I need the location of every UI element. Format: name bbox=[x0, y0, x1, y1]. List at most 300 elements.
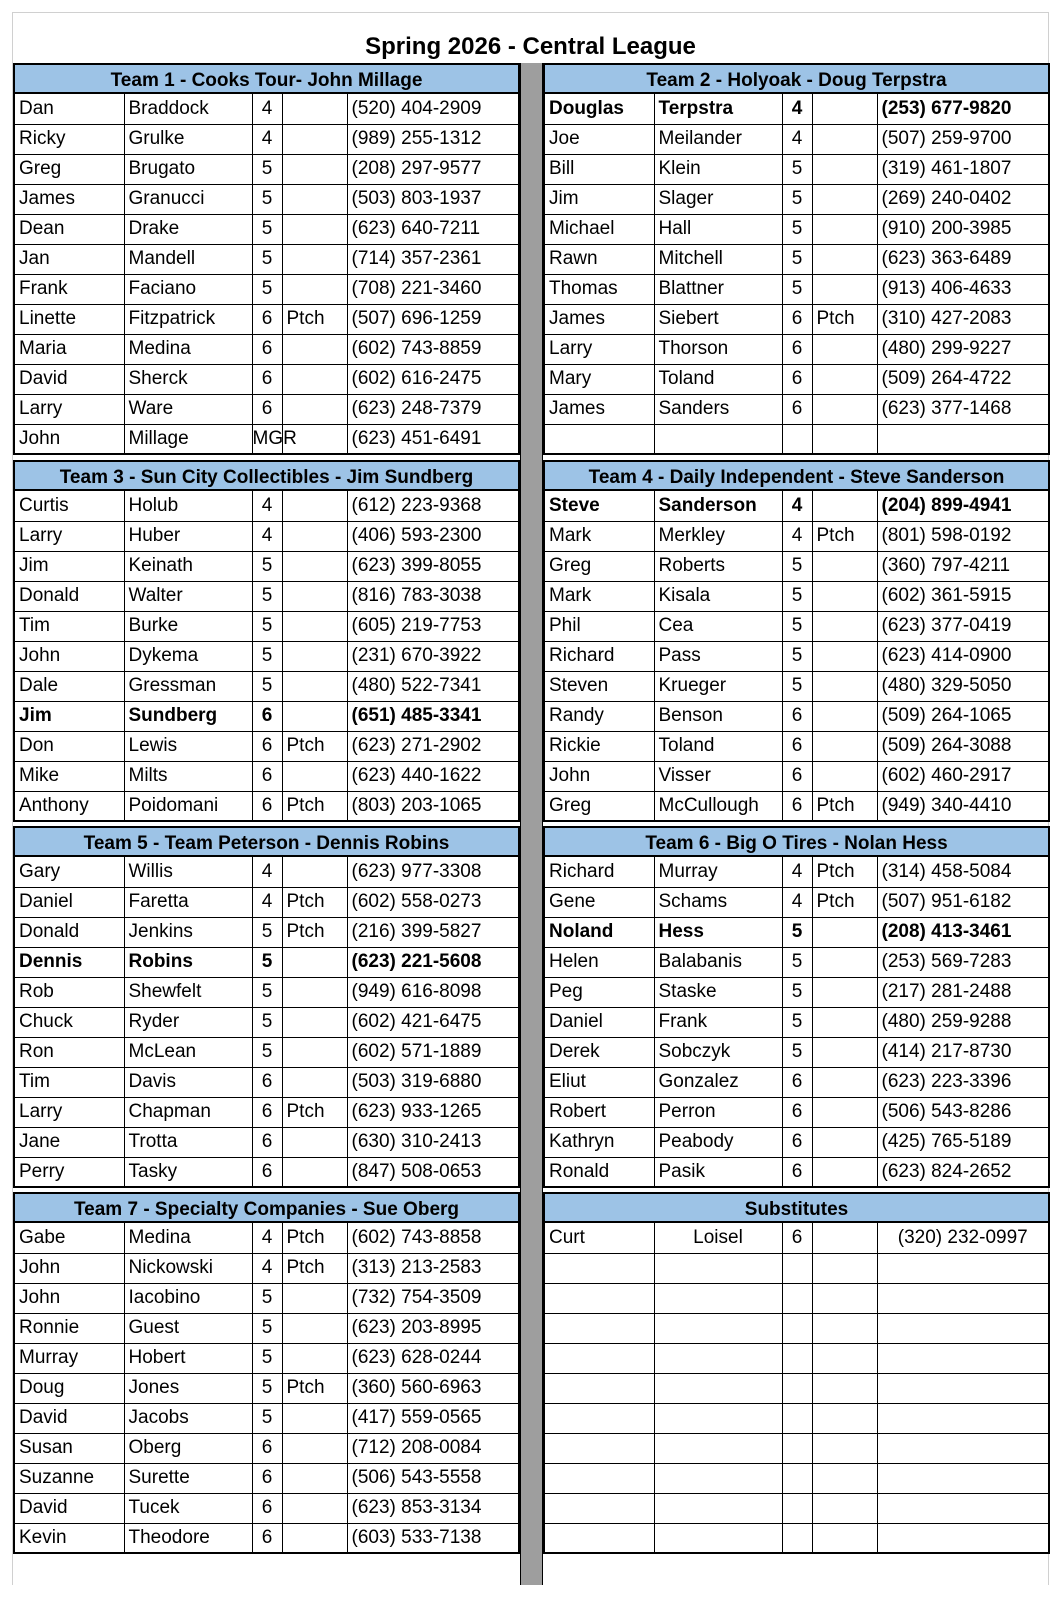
player-first-cell: Chuck bbox=[15, 1007, 124, 1037]
table-row bbox=[545, 1343, 1048, 1373]
player-level-cell: 5 bbox=[782, 641, 812, 671]
team-6-header: Team 6 - Big O Tires - Nolan Hess bbox=[545, 826, 1048, 857]
player-first-cell: Susan bbox=[15, 1433, 124, 1463]
player-first-cell: Don bbox=[15, 731, 124, 761]
player-first-cell bbox=[545, 424, 654, 454]
player-level-cell: 5 bbox=[782, 611, 812, 641]
player-phone-cell: (623) 377-1468 bbox=[877, 394, 1048, 424]
player-note-cell bbox=[812, 424, 877, 454]
player-first-cell: Phil bbox=[545, 611, 654, 641]
table-row bbox=[15, 1343, 518, 1373]
player-last-cell: Sundberg bbox=[124, 701, 252, 731]
player-last-cell: McLean bbox=[124, 1037, 252, 1067]
player-level-cell: 5 bbox=[782, 214, 812, 244]
player-first-cell: Peg bbox=[545, 977, 654, 1007]
player-phone-cell bbox=[877, 1253, 1048, 1283]
player-last-cell: Cea bbox=[654, 611, 782, 641]
player-note-cell: Ptch bbox=[282, 887, 347, 917]
player-first-cell: Ron bbox=[15, 1037, 124, 1067]
player-last-cell: Hess bbox=[654, 917, 782, 947]
player-phone-cell: (623) 399-8055 bbox=[347, 551, 518, 581]
team-7-header: Team 7 - Specialty Companies - Sue Oberg bbox=[15, 1192, 518, 1223]
player-note-cell: Ptch bbox=[282, 917, 347, 947]
player-last-cell: Walter bbox=[124, 581, 252, 611]
player-level-cell: 6 bbox=[782, 761, 812, 791]
player-note-cell bbox=[282, 1157, 347, 1187]
table-row bbox=[15, 1373, 518, 1403]
player-first-cell: Daniel bbox=[545, 1007, 654, 1037]
player-phone-cell: (507) 259-9700 bbox=[877, 124, 1048, 154]
player-first-cell: Ronald bbox=[545, 1157, 654, 1187]
table-row bbox=[15, 364, 518, 394]
player-phone-cell: (602) 421-6475 bbox=[347, 1007, 518, 1037]
table-row bbox=[15, 274, 518, 304]
table-row bbox=[545, 1223, 1048, 1253]
player-level-cell: 4 bbox=[252, 1223, 282, 1253]
table-row bbox=[545, 1493, 1048, 1523]
table-row bbox=[15, 857, 518, 887]
table-row bbox=[545, 791, 1048, 821]
table-row bbox=[15, 1127, 518, 1157]
player-last-cell: Gonzalez bbox=[654, 1067, 782, 1097]
player-last-cell: Kisala bbox=[654, 581, 782, 611]
player-note-cell bbox=[812, 274, 877, 304]
player-last-cell: Davis bbox=[124, 1067, 252, 1097]
player-note-cell bbox=[812, 1253, 877, 1283]
player-last-cell: Gressman bbox=[124, 671, 252, 701]
player-note-cell bbox=[282, 1343, 347, 1373]
player-phone-cell: (509) 264-1065 bbox=[877, 701, 1048, 731]
player-level-cell: 5 bbox=[782, 947, 812, 977]
player-note-cell bbox=[812, 701, 877, 731]
player-phone-cell: (712) 208-0084 bbox=[347, 1433, 518, 1463]
table-row bbox=[545, 1403, 1048, 1433]
player-first-cell: Jim bbox=[15, 551, 124, 581]
table-row bbox=[15, 154, 518, 184]
player-note-cell bbox=[282, 124, 347, 154]
player-first-cell bbox=[545, 1283, 654, 1313]
player-last-cell: Surette bbox=[124, 1463, 252, 1493]
player-last-cell: Theodore bbox=[124, 1523, 252, 1553]
player-level-cell bbox=[782, 1283, 812, 1313]
player-last-cell: Iacobino bbox=[124, 1283, 252, 1313]
player-phone-cell: (623) 628-0244 bbox=[347, 1343, 518, 1373]
player-level-cell: 5 bbox=[252, 947, 282, 977]
player-level-cell: 5 bbox=[252, 1373, 282, 1403]
table-row bbox=[545, 641, 1048, 671]
player-level-cell: 5 bbox=[252, 1313, 282, 1343]
player-level-cell: MGR bbox=[252, 424, 282, 454]
player-note-cell bbox=[282, 184, 347, 214]
player-last-cell: Staske bbox=[654, 977, 782, 1007]
table-row bbox=[15, 761, 518, 791]
player-note-cell bbox=[812, 1433, 877, 1463]
player-phone-cell: (509) 264-4722 bbox=[877, 364, 1048, 394]
player-level-cell: 6 bbox=[782, 1067, 812, 1097]
player-last-cell: Medina bbox=[124, 334, 252, 364]
player-level-cell: 5 bbox=[252, 581, 282, 611]
player-note-cell: Ptch bbox=[282, 1097, 347, 1127]
player-note-cell bbox=[812, 244, 877, 274]
player-phone-cell: (612) 223-9368 bbox=[347, 491, 518, 521]
player-note-cell bbox=[282, 761, 347, 791]
player-level-cell bbox=[782, 1253, 812, 1283]
table-row bbox=[15, 394, 518, 424]
table-row bbox=[15, 1523, 518, 1553]
player-phone-cell: (480) 259-9288 bbox=[877, 1007, 1048, 1037]
player-phone-cell bbox=[877, 1463, 1048, 1493]
player-last-cell: Keinath bbox=[124, 551, 252, 581]
table-row bbox=[15, 1313, 518, 1343]
player-last-cell: Jenkins bbox=[124, 917, 252, 947]
player-first-cell: Douglas bbox=[545, 94, 654, 124]
player-level-cell: 4 bbox=[782, 124, 812, 154]
player-last-cell: Willis bbox=[124, 857, 252, 887]
player-first-cell: Daniel bbox=[15, 887, 124, 917]
table-row bbox=[15, 1283, 518, 1313]
player-last-cell: Slager bbox=[654, 184, 782, 214]
player-note-cell bbox=[812, 214, 877, 244]
player-first-cell bbox=[545, 1343, 654, 1373]
table-row bbox=[545, 611, 1048, 641]
player-first-cell: Bill bbox=[545, 154, 654, 184]
player-last-cell: Medina bbox=[124, 1223, 252, 1253]
table-row bbox=[15, 244, 518, 274]
player-phone-cell bbox=[877, 1523, 1048, 1553]
player-first-cell: Linette bbox=[15, 304, 124, 334]
player-first-cell bbox=[545, 1463, 654, 1493]
player-last-cell: Perron bbox=[654, 1097, 782, 1127]
player-first-cell: Curt bbox=[545, 1223, 654, 1253]
player-phone-cell bbox=[877, 1493, 1048, 1523]
player-phone-cell: (910) 200-3985 bbox=[877, 214, 1048, 244]
player-phone-cell: (623) 853-3134 bbox=[347, 1493, 518, 1523]
player-note-cell bbox=[812, 917, 877, 947]
player-level-cell: 6 bbox=[252, 1067, 282, 1097]
player-first-cell: Jane bbox=[15, 1127, 124, 1157]
player-last-cell: Schams bbox=[654, 887, 782, 917]
player-level-cell: 5 bbox=[252, 671, 282, 701]
player-first-cell: Jim bbox=[545, 184, 654, 214]
table-row bbox=[15, 124, 518, 154]
player-first-cell bbox=[545, 1373, 654, 1403]
player-phone-cell: (989) 255-1312 bbox=[347, 124, 518, 154]
table-row bbox=[545, 394, 1048, 424]
player-phone-cell: (623) 824-2652 bbox=[877, 1157, 1048, 1187]
player-note-cell bbox=[812, 1403, 877, 1433]
player-first-cell: Helen bbox=[545, 947, 654, 977]
player-note-cell bbox=[282, 154, 347, 184]
player-note-cell bbox=[282, 611, 347, 641]
player-last-cell bbox=[654, 424, 782, 454]
table-row bbox=[15, 1037, 518, 1067]
player-last-cell bbox=[654, 1463, 782, 1493]
player-level-cell: 6 bbox=[252, 1433, 282, 1463]
player-last-cell: Benson bbox=[654, 701, 782, 731]
player-level-cell: 6 bbox=[782, 1223, 812, 1253]
player-first-cell: Larry bbox=[15, 521, 124, 551]
player-last-cell: Huber bbox=[124, 521, 252, 551]
player-last-cell: Braddock bbox=[124, 94, 252, 124]
player-first-cell: Suzanne bbox=[15, 1463, 124, 1493]
table-row bbox=[545, 334, 1048, 364]
player-level-cell: 4 bbox=[252, 94, 282, 124]
player-phone-cell: (509) 264-3088 bbox=[877, 731, 1048, 761]
player-note-cell bbox=[282, 671, 347, 701]
player-phone-cell: (520) 404-2909 bbox=[347, 94, 518, 124]
player-phone-cell: (414) 217-8730 bbox=[877, 1037, 1048, 1067]
player-first-cell: David bbox=[15, 364, 124, 394]
player-phone-cell bbox=[877, 1403, 1048, 1433]
table-row bbox=[545, 1313, 1048, 1343]
player-last-cell: Balabanis bbox=[654, 947, 782, 977]
player-level-cell: 5 bbox=[252, 184, 282, 214]
player-first-cell: Donald bbox=[15, 581, 124, 611]
player-last-cell: Toland bbox=[654, 364, 782, 394]
player-first-cell: Kathryn bbox=[545, 1127, 654, 1157]
player-note-cell bbox=[812, 1157, 877, 1187]
team-1-roster-table bbox=[15, 94, 518, 455]
player-phone-cell: (406) 593-2300 bbox=[347, 521, 518, 551]
player-last-cell: Klein bbox=[654, 154, 782, 184]
table-row bbox=[15, 1097, 518, 1127]
player-level-cell: 6 bbox=[782, 701, 812, 731]
player-note-cell: Ptch bbox=[812, 521, 877, 551]
player-note-cell bbox=[812, 1097, 877, 1127]
player-note-cell bbox=[282, 551, 347, 581]
table-row bbox=[15, 214, 518, 244]
player-first-cell: John bbox=[545, 761, 654, 791]
player-level-cell: 5 bbox=[782, 274, 812, 304]
player-phone-cell: (602) 743-8859 bbox=[347, 334, 518, 364]
player-first-cell: Dennis bbox=[15, 947, 124, 977]
player-first-cell: Mike bbox=[15, 761, 124, 791]
table-row bbox=[545, 304, 1048, 334]
player-note-cell bbox=[812, 94, 877, 124]
table-row bbox=[545, 521, 1048, 551]
player-level-cell: 6 bbox=[782, 394, 812, 424]
player-last-cell: Faciano bbox=[124, 274, 252, 304]
team-5-header: Team 5 - Team Peterson - Dennis Robins bbox=[15, 826, 518, 857]
table-row bbox=[15, 887, 518, 917]
player-first-cell: Donald bbox=[15, 917, 124, 947]
team-5-section bbox=[13, 826, 520, 1188]
player-level-cell bbox=[782, 1373, 812, 1403]
table-row bbox=[15, 1403, 518, 1433]
player-first-cell: Thomas bbox=[545, 274, 654, 304]
table-row bbox=[545, 1157, 1048, 1187]
player-phone-cell: (603) 533-7138 bbox=[347, 1523, 518, 1553]
player-last-cell: McCullough bbox=[654, 791, 782, 821]
player-last-cell: Jones bbox=[124, 1373, 252, 1403]
player-last-cell: Ware bbox=[124, 394, 252, 424]
substitutes-roster-table bbox=[545, 1223, 1048, 1554]
player-level-cell: 5 bbox=[252, 551, 282, 581]
table-row bbox=[15, 917, 518, 947]
player-first-cell: Michael bbox=[545, 214, 654, 244]
player-level-cell: 5 bbox=[252, 274, 282, 304]
player-note-cell bbox=[812, 1463, 877, 1493]
table-row bbox=[545, 491, 1048, 521]
player-phone-cell: (630) 310-2413 bbox=[347, 1127, 518, 1157]
player-note-cell bbox=[282, 1493, 347, 1523]
table-row bbox=[15, 94, 518, 124]
player-last-cell: Meilander bbox=[654, 124, 782, 154]
player-phone-cell: (623) 223-3396 bbox=[877, 1067, 1048, 1097]
substitutes-header: Substitutes bbox=[545, 1192, 1048, 1223]
player-phone-cell: (714) 357-2361 bbox=[347, 244, 518, 274]
player-first-cell: David bbox=[15, 1403, 124, 1433]
table-row bbox=[15, 334, 518, 364]
player-note-cell: Ptch bbox=[812, 887, 877, 917]
player-phone-cell: (269) 240-0402 bbox=[877, 184, 1048, 214]
player-level-cell: 5 bbox=[252, 917, 282, 947]
player-level-cell: 6 bbox=[252, 761, 282, 791]
player-first-cell: Anthony bbox=[15, 791, 124, 821]
team-2-section bbox=[543, 63, 1050, 455]
player-last-cell: Tucek bbox=[124, 1493, 252, 1523]
player-level-cell: 6 bbox=[252, 364, 282, 394]
player-last-cell: Peabody bbox=[654, 1127, 782, 1157]
player-phone-cell: (253) 569-7283 bbox=[877, 947, 1048, 977]
player-first-cell bbox=[545, 1253, 654, 1283]
player-phone-cell: (623) 977-3308 bbox=[347, 857, 518, 887]
player-phone-cell: (360) 560-6963 bbox=[347, 1373, 518, 1403]
player-first-cell: Jan bbox=[15, 244, 124, 274]
player-phone-cell: (602) 616-2475 bbox=[347, 364, 518, 394]
player-note-cell bbox=[282, 701, 347, 731]
player-note-cell bbox=[282, 1283, 347, 1313]
player-first-cell bbox=[545, 1493, 654, 1523]
player-level-cell: 4 bbox=[782, 491, 812, 521]
table-row bbox=[545, 184, 1048, 214]
player-level-cell bbox=[782, 1493, 812, 1523]
player-phone-cell: (623) 363-6489 bbox=[877, 244, 1048, 274]
player-level-cell: 4 bbox=[782, 887, 812, 917]
table-row bbox=[545, 1433, 1048, 1463]
team-1-header: Team 1 - Cooks Tour- John Millage bbox=[15, 63, 518, 94]
column-divider bbox=[520, 63, 543, 1585]
player-note-cell bbox=[282, 214, 347, 244]
player-first-cell: Noland bbox=[545, 917, 654, 947]
player-first-cell: Dean bbox=[15, 214, 124, 244]
player-first-cell: Kevin bbox=[15, 1523, 124, 1553]
player-note-cell bbox=[812, 1223, 877, 1253]
player-first-cell bbox=[545, 1433, 654, 1463]
player-last-cell: Mandell bbox=[124, 244, 252, 274]
player-phone-cell: (623) 377-0419 bbox=[877, 611, 1048, 641]
player-phone-cell: (320) 232-0997 bbox=[877, 1223, 1048, 1253]
player-last-cell: Hall bbox=[654, 214, 782, 244]
player-first-cell: Frank bbox=[15, 274, 124, 304]
player-note-cell bbox=[282, 94, 347, 124]
player-last-cell: Dykema bbox=[124, 641, 252, 671]
player-level-cell: 5 bbox=[782, 551, 812, 581]
player-level-cell: 4 bbox=[782, 857, 812, 887]
player-first-cell: John bbox=[15, 641, 124, 671]
player-phone-cell: (801) 598-0192 bbox=[877, 521, 1048, 551]
table-row bbox=[15, 1223, 518, 1253]
player-level-cell: 4 bbox=[252, 887, 282, 917]
player-level-cell bbox=[782, 1343, 812, 1373]
player-level-cell: 6 bbox=[252, 1463, 282, 1493]
player-level-cell: 5 bbox=[782, 184, 812, 214]
player-first-cell: Tim bbox=[15, 1067, 124, 1097]
table-row bbox=[15, 791, 518, 821]
table-row bbox=[545, 1463, 1048, 1493]
player-note-cell bbox=[812, 551, 877, 581]
player-level-cell: 5 bbox=[782, 1037, 812, 1067]
player-level-cell: 6 bbox=[252, 791, 282, 821]
player-phone-cell: (231) 670-3922 bbox=[347, 641, 518, 671]
player-last-cell: Pasik bbox=[654, 1157, 782, 1187]
player-last-cell: Sanderson bbox=[654, 491, 782, 521]
player-phone-cell: (623) 221-5608 bbox=[347, 947, 518, 977]
player-note-cell bbox=[282, 1433, 347, 1463]
team-7-roster-table bbox=[15, 1223, 518, 1554]
table-row bbox=[15, 304, 518, 334]
player-note-cell bbox=[812, 154, 877, 184]
player-last-cell: Terpstra bbox=[654, 94, 782, 124]
player-level-cell: 6 bbox=[782, 1097, 812, 1127]
player-first-cell: Larry bbox=[15, 1097, 124, 1127]
player-phone-cell: (623) 933-1265 bbox=[347, 1097, 518, 1127]
player-note-cell bbox=[812, 491, 877, 521]
player-level-cell: 5 bbox=[252, 1403, 282, 1433]
table-row bbox=[15, 1433, 518, 1463]
player-phone-cell: (319) 461-1807 bbox=[877, 154, 1048, 184]
player-level-cell: 6 bbox=[252, 1493, 282, 1523]
player-level-cell: 6 bbox=[252, 1157, 282, 1187]
player-note-cell: Ptch bbox=[812, 791, 877, 821]
player-phone-cell: (506) 543-5558 bbox=[347, 1463, 518, 1493]
player-first-cell: Larry bbox=[545, 334, 654, 364]
table-row bbox=[15, 491, 518, 521]
player-level-cell: 5 bbox=[782, 671, 812, 701]
player-level-cell: 5 bbox=[782, 1007, 812, 1037]
table-row bbox=[545, 1037, 1048, 1067]
player-level-cell bbox=[782, 1523, 812, 1553]
player-phone-cell: (913) 406-4633 bbox=[877, 274, 1048, 304]
table-row bbox=[15, 424, 518, 454]
table-row bbox=[545, 214, 1048, 244]
player-note-cell bbox=[812, 1493, 877, 1523]
player-first-cell: Perry bbox=[15, 1157, 124, 1187]
player-phone-cell: (204) 899-4941 bbox=[877, 491, 1048, 521]
player-note-cell bbox=[812, 1127, 877, 1157]
player-last-cell: Oberg bbox=[124, 1433, 252, 1463]
player-level-cell: 6 bbox=[782, 304, 812, 334]
player-phone-cell: (217) 281-2488 bbox=[877, 977, 1048, 1007]
table-row bbox=[15, 1253, 518, 1283]
player-phone-cell: (602) 361-5915 bbox=[877, 581, 1048, 611]
player-note-cell bbox=[282, 244, 347, 274]
player-first-cell: Steven bbox=[545, 671, 654, 701]
player-last-cell: Granucci bbox=[124, 184, 252, 214]
player-phone-cell: (360) 797-4211 bbox=[877, 551, 1048, 581]
player-note-cell: Ptch bbox=[282, 791, 347, 821]
table-row bbox=[545, 1373, 1048, 1403]
player-phone-cell: (313) 213-2583 bbox=[347, 1253, 518, 1283]
team-6-section bbox=[543, 826, 1050, 1188]
table-row bbox=[545, 244, 1048, 274]
player-level-cell: 4 bbox=[252, 857, 282, 887]
table-row bbox=[545, 1283, 1048, 1313]
player-phone-cell: (732) 754-3509 bbox=[347, 1283, 518, 1313]
player-first-cell: Larry bbox=[15, 394, 124, 424]
team-7-section bbox=[13, 1192, 520, 1554]
player-note-cell bbox=[812, 947, 877, 977]
